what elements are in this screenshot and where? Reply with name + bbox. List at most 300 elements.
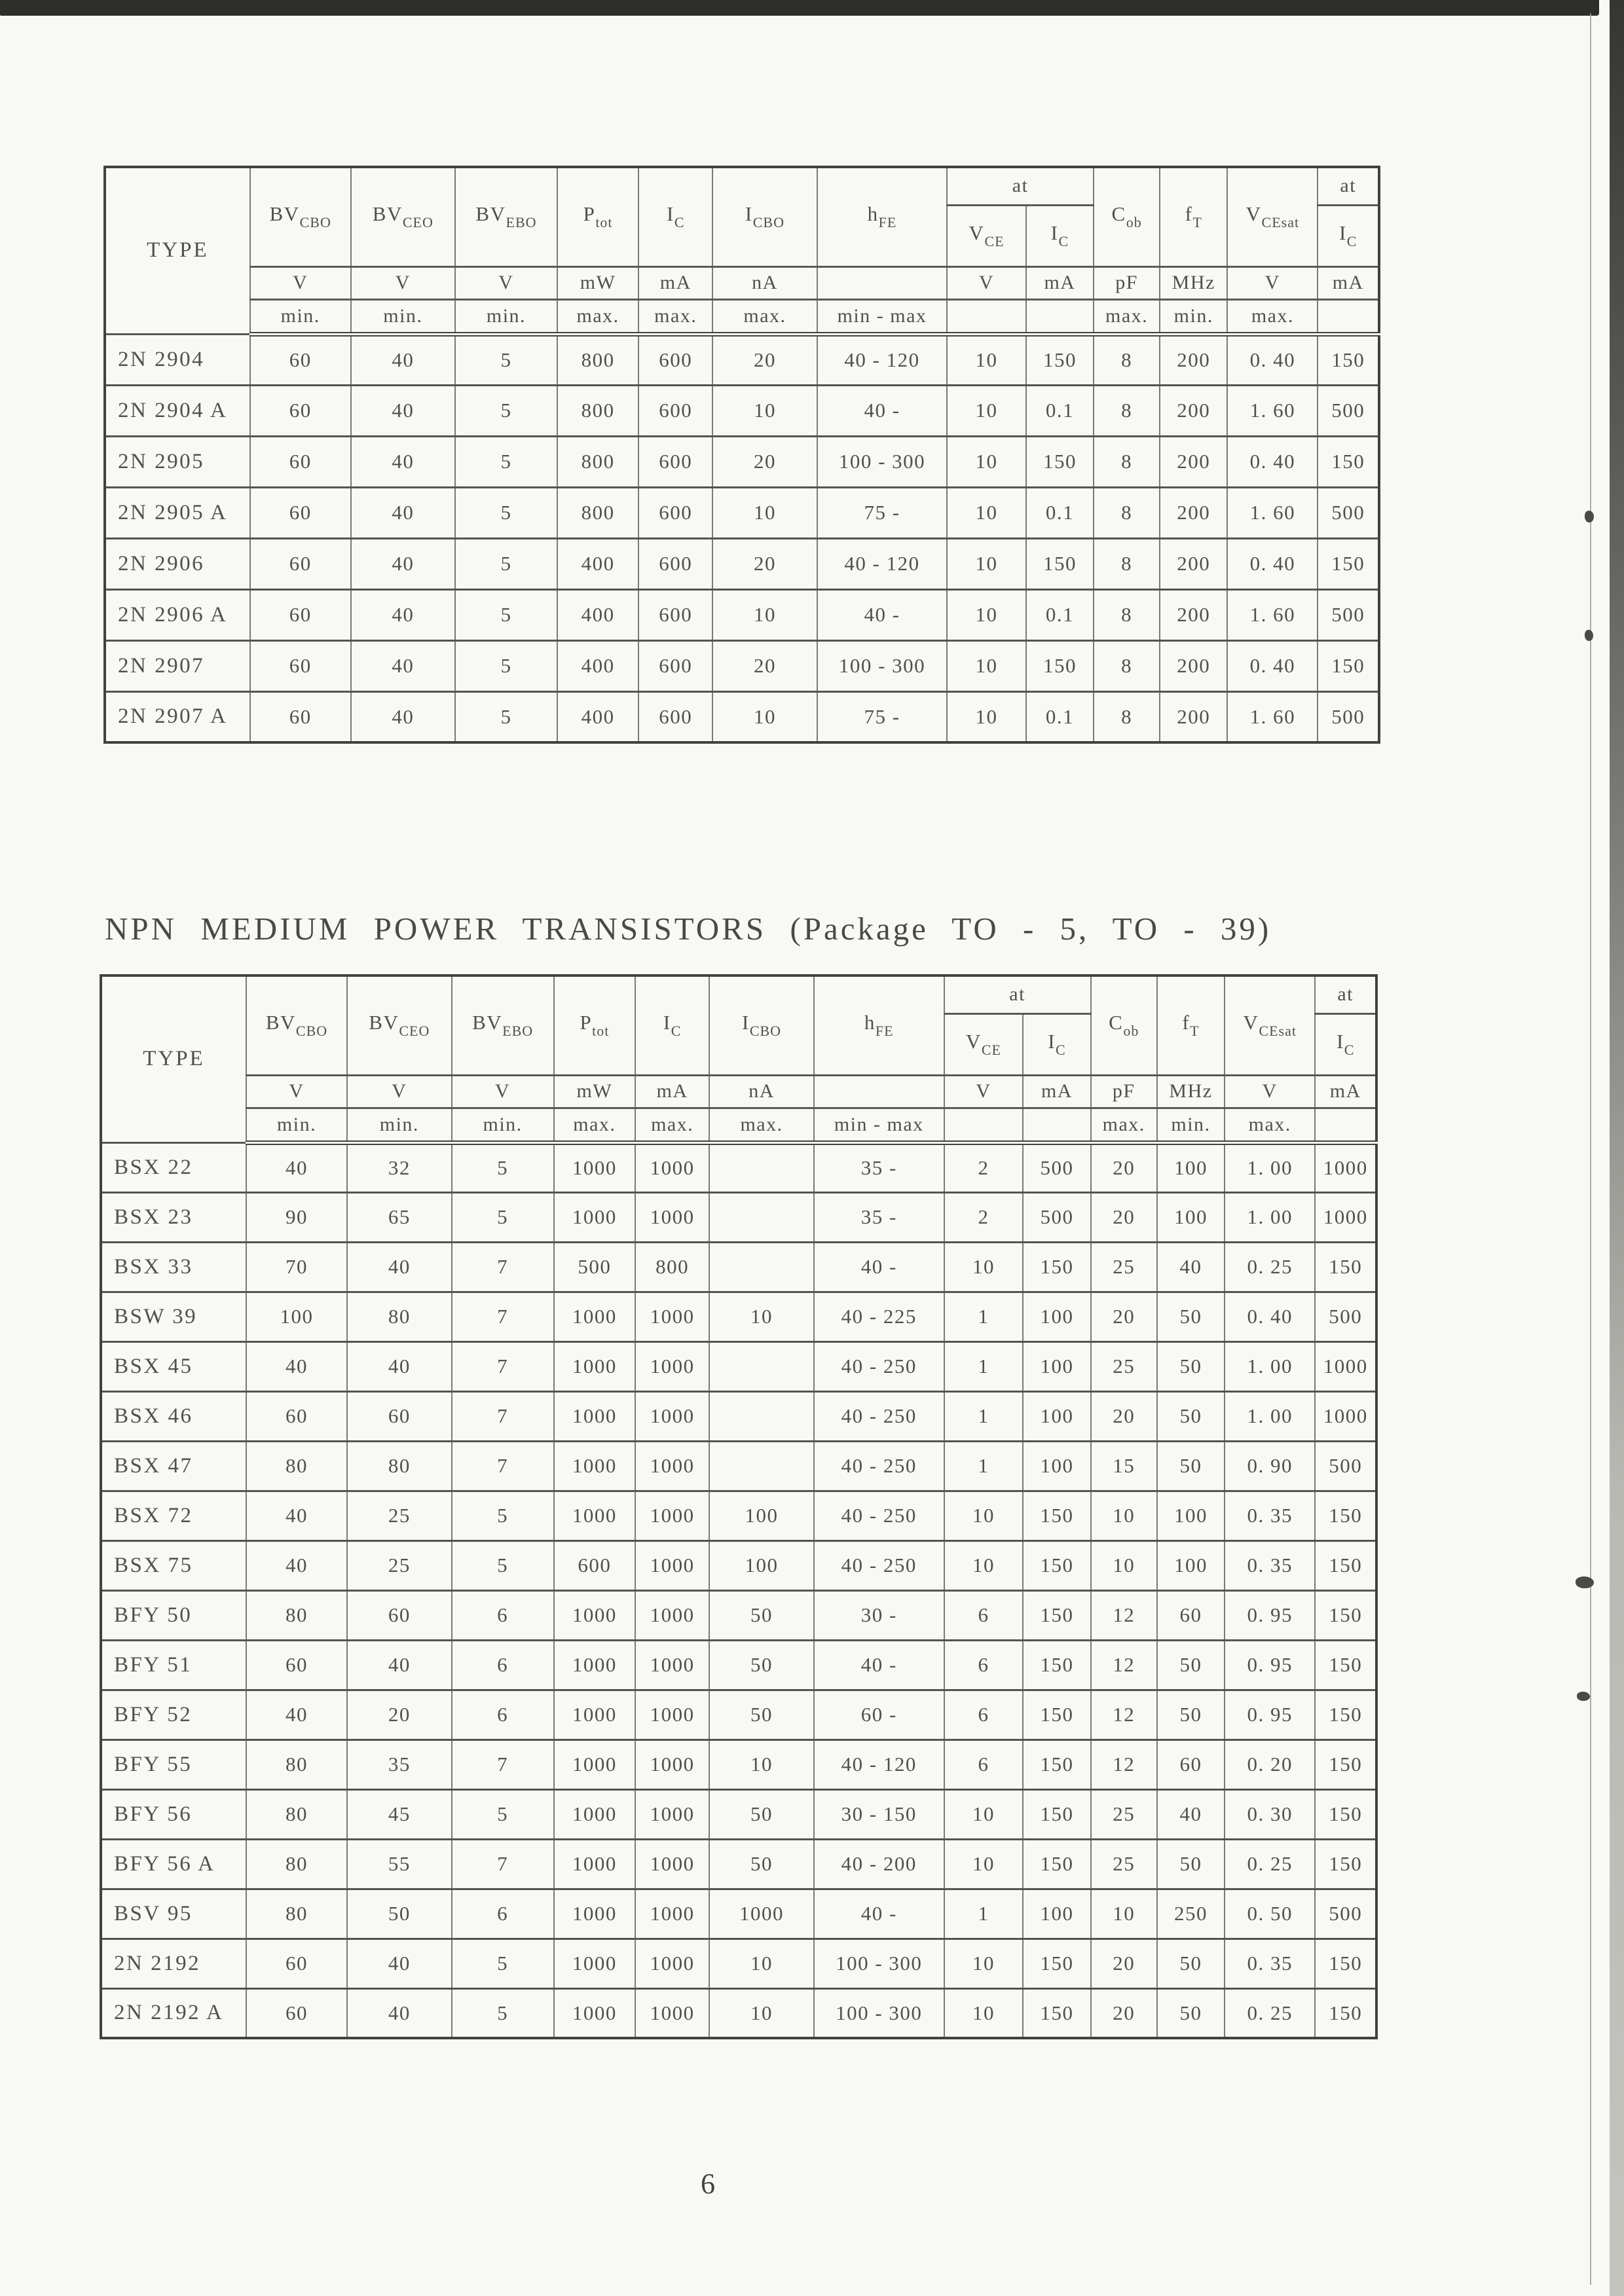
value-cell: 40 [351,691,456,742]
col-header-FE: $h_{FE}$ [817,167,947,266]
value-cell: 10 [947,691,1026,742]
table-row [105,487,1379,538]
value-cell: 1000 [635,1441,709,1491]
value-cell: 150 [1315,1839,1376,1889]
unit-cell: mA [1023,1075,1090,1108]
value-cell: 0. 40 [1227,436,1318,487]
col-header-T: $f_T$ [1160,167,1227,266]
value-cell: 1 [944,1292,1024,1341]
value-cell [709,1441,814,1491]
value-cell: 500 [1315,1889,1376,1939]
unit-cell: pF [1091,1075,1157,1108]
value-cell: 45 [347,1789,452,1839]
value-cell: 32 [347,1142,452,1192]
value-cell: 20 [1091,1391,1157,1441]
value-cell: 5 [455,436,557,487]
value-cell: 50 [1157,1988,1225,2038]
pnp-transistor-table [103,166,1380,744]
value-cell: 25 [1091,1789,1157,1839]
value-cell: 1000 [554,1939,636,1988]
col-header-ob: $C_{ob}$ [1091,975,1157,1075]
table-row [105,334,1379,385]
value-cell: 150 [1023,1540,1090,1590]
scan-right-edge [1610,0,1624,2296]
value-cell: 25 [347,1540,452,1590]
value-cell: 20 [347,1690,452,1740]
unit-cell: mA [1318,266,1379,299]
value-cell: 100 [709,1491,814,1540]
value-cell: 80 [246,1789,347,1839]
qualifier-cell: min. [1157,1108,1225,1142]
col-header-CBO: $I_{CBO}$ [712,167,817,266]
value-cell: 200 [1160,334,1227,385]
col-header-C: $I_C$ [1318,205,1379,266]
table-row [105,589,1379,640]
value-cell: 600 [638,589,712,640]
value-cell: 6 [452,1889,554,1939]
value-cell: 40 [246,1690,347,1740]
value-cell: 0. 95 [1225,1640,1315,1690]
table-row [101,1789,1376,1839]
value-cell: 500 [1023,1142,1090,1192]
qualifier-cell [944,1108,1024,1142]
value-cell: 40 - 120 [817,538,947,589]
value-cell: 10 [1091,1491,1157,1540]
type-column-header: TYPE [101,975,246,1142]
qualifier-cell: min - max [814,1108,944,1142]
value-cell: 1000 [554,1441,636,1491]
value-cell: 150 [1315,1640,1376,1690]
value-cell: 60 [250,538,351,589]
value-cell: 55 [347,1839,452,1889]
value-cell: 100 [709,1540,814,1590]
value-cell: 0. 35 [1225,1939,1315,1988]
value-cell: 10 [712,487,817,538]
col-header-C: $I_C$ [1315,1013,1376,1075]
table-row [101,1142,1376,1192]
value-cell: 100 [1157,1540,1225,1590]
value-cell: 6 [944,1590,1024,1640]
value-cell: 1000 [1315,1142,1376,1192]
value-cell: 1. 60 [1227,691,1318,742]
value-cell: 1 [944,1391,1024,1441]
value-cell: 50 [1157,1441,1225,1491]
value-cell: 800 [557,334,639,385]
table-row [105,691,1379,742]
value-cell: 5 [452,1939,554,1988]
qualifier-cell: max. [638,299,712,334]
type-cell: 2N 2905 [105,436,250,487]
value-cell: 150 [1318,334,1379,385]
value-cell: 60 [250,640,351,691]
value-cell: 1. 00 [1225,1192,1315,1242]
value-cell: 60 [347,1590,452,1640]
value-cell: 150 [1026,538,1094,589]
value-cell: 8 [1094,334,1160,385]
value-cell: 12 [1091,1690,1157,1740]
table-row [105,436,1379,487]
value-cell: 1. 60 [1227,385,1318,436]
unit-cell: V [1227,266,1318,299]
value-cell: 150 [1315,1939,1376,1988]
qualifier-cell: max. [557,299,639,334]
value-cell: 1000 [635,1690,709,1740]
value-cell: 15 [1091,1441,1157,1491]
value-cell: 0.1 [1026,385,1094,436]
value-cell: 40 [351,640,456,691]
value-cell: 1000 [635,1192,709,1242]
value-cell: 40 - 200 [814,1839,944,1889]
type-cell: 2N 2907 A [105,691,250,742]
qualifier-cell [1318,299,1379,334]
value-cell: 60 [250,436,351,487]
value-cell: 150 [1318,538,1379,589]
col-header-tot: $P_{tot}$ [554,975,636,1075]
value-cell: 10 [712,691,817,742]
value-cell: 0. 25 [1225,1839,1315,1889]
value-cell: 40 [351,385,456,436]
value-cell: 1000 [635,1789,709,1839]
value-cell: 200 [1160,385,1227,436]
value-cell: 1000 [554,1988,636,2038]
scan-fold-line [1590,13,1591,2285]
value-cell: 40 - 250 [814,1441,944,1491]
value-cell: 600 [638,640,712,691]
col-header-C: $I_C$ [1023,1013,1090,1075]
value-cell: 150 [1315,1789,1376,1839]
table-row [101,1292,1376,1341]
value-cell: 1000 [554,1839,636,1889]
type-cell: BSV 95 [101,1889,246,1939]
value-cell: 50 [1157,1640,1225,1690]
qualifier-cell: max. [709,1108,814,1142]
col-header-C: $I_C$ [1026,205,1094,266]
value-cell: 40 - 225 [814,1292,944,1341]
type-cell: BFY 56 [101,1789,246,1839]
value-cell: 1000 [554,1740,636,1789]
value-cell: 0. 95 [1225,1690,1315,1740]
value-cell: 40 [351,487,456,538]
col-header-EBO: $BV_{EBO}$ [455,167,557,266]
value-cell: 20 [712,436,817,487]
qualifier-cell: max. [712,299,817,334]
value-cell: 60 [250,691,351,742]
type-cell: 2N 2192 A [101,1988,246,2038]
value-cell: 20 [1091,1292,1157,1341]
section-title: NPN MEDIUM POWER TRANSISTORS (Package TO - 5, TO - 39) [105,911,1272,947]
value-cell: 40 [246,1540,347,1590]
value-cell: 150 [1026,436,1094,487]
value-cell: 1000 [554,1142,636,1192]
value-cell: 2 [944,1142,1024,1192]
col-header-CEsat: $V_{CEsat}$ [1225,975,1315,1075]
value-cell: 25 [1091,1839,1157,1889]
value-cell: 1000 [635,1740,709,1789]
value-cell: 0. 20 [1225,1740,1315,1789]
value-cell: 10 [947,334,1026,385]
value-cell: 40 - [814,1889,944,1939]
value-cell: 1000 [554,1292,636,1341]
value-cell: 0. 25 [1225,1988,1315,2038]
type-cell: BSX 72 [101,1491,246,1540]
value-cell: 60 [250,487,351,538]
value-cell: 10 [944,1839,1024,1889]
value-cell: 1000 [635,1889,709,1939]
value-cell: 200 [1160,487,1227,538]
unit-cell: mA [1026,266,1094,299]
value-cell: 7 [452,1341,554,1391]
value-cell: 1000 [635,1540,709,1590]
value-cell: 10 [709,1939,814,1988]
table-row [101,1889,1376,1939]
value-cell: 1000 [709,1889,814,1939]
table-row [101,1441,1376,1491]
value-cell: 60 [246,1939,347,1988]
value-cell: 0. 40 [1225,1292,1315,1341]
value-cell: 1000 [554,1640,636,1690]
value-cell: 200 [1160,589,1227,640]
value-cell: 12 [1091,1590,1157,1640]
unit-cell: mA [1315,1075,1376,1108]
value-cell: 40 [351,538,456,589]
value-cell: 150 [1023,1839,1090,1889]
value-cell: 40 [1157,1242,1225,1292]
value-cell: 10 [944,1242,1024,1292]
value-cell: 40 [347,1988,452,2038]
value-cell: 1. 60 [1227,589,1318,640]
table-row [101,1242,1376,1292]
table-row [101,1491,1376,1540]
value-cell: 0. 40 [1227,640,1318,691]
value-cell: 50 [1157,1341,1225,1391]
value-cell: 10 [944,1789,1024,1839]
value-cell: 10 [947,385,1026,436]
unit-cell: MHz [1160,266,1227,299]
value-cell: 100 [1157,1192,1225,1242]
value-cell: 8 [1094,385,1160,436]
value-cell: 1000 [635,1391,709,1441]
value-cell: 40 [347,1341,452,1391]
value-cell: 600 [638,334,712,385]
value-cell: 10 [947,487,1026,538]
table-row [101,1740,1376,1789]
value-cell: 1000 [635,1640,709,1690]
type-cell: BFY 56 A [101,1839,246,1889]
unit-cell: V [455,266,557,299]
value-cell: 80 [246,1740,347,1789]
qualifier-cell: min. [1160,299,1227,334]
col-header-tot: $P_{tot}$ [557,167,639,266]
value-cell: 60 [246,1640,347,1690]
value-cell: 600 [638,385,712,436]
value-cell: 5 [452,1491,554,1540]
value-cell: 12 [1091,1740,1157,1789]
value-cell: 0. 95 [1225,1590,1315,1640]
type-cell: BSX 46 [101,1391,246,1441]
type-cell: 2N 2904 [105,334,250,385]
value-cell: 80 [246,1889,347,1939]
table-row [101,1988,1376,2038]
value-cell: 1000 [554,1590,636,1640]
value-cell: 10 [944,1988,1024,2038]
value-cell: 1 [944,1341,1024,1391]
col-header-CEO: $BV_{CEO}$ [347,975,452,1075]
value-cell: 150 [1315,1242,1376,1292]
value-cell: 100 [1023,1889,1090,1939]
qualifier-cell: max. [554,1108,636,1142]
value-cell: 5 [452,1789,554,1839]
value-cell: 40 - [817,589,947,640]
value-cell: 0.1 [1026,487,1094,538]
value-cell: 40 [351,436,456,487]
value-cell: 75 - [817,487,947,538]
value-cell: 150 [1315,1590,1376,1640]
value-cell: 40 - [817,385,947,436]
value-cell: 150 [1023,1690,1090,1740]
value-cell: 5 [452,1988,554,2038]
value-cell: 40 [351,589,456,640]
value-cell: 400 [557,691,639,742]
value-cell: 60 [250,385,351,436]
value-cell: 150 [1318,436,1379,487]
value-cell: 150 [1026,640,1094,691]
value-cell: 8 [1094,538,1160,589]
value-cell: 75 - [817,691,947,742]
value-cell: 5 [452,1142,554,1192]
value-cell: 0. 50 [1225,1889,1315,1939]
value-cell: 600 [638,538,712,589]
value-cell: 1000 [635,1939,709,1988]
unit-cell: pF [1094,266,1160,299]
type-cell: BSX 23 [101,1192,246,1242]
value-cell: 80 [347,1441,452,1491]
qualifier-cell [1315,1108,1376,1142]
value-cell: 150 [1315,1491,1376,1540]
value-cell: 100 [1023,1341,1090,1391]
value-cell: 1000 [635,1491,709,1540]
type-cell: BSW 39 [101,1292,246,1341]
value-cell [709,1341,814,1391]
value-cell: 60 [246,1988,347,2038]
value-cell: 10 [712,589,817,640]
value-cell: 5 [455,538,557,589]
value-cell: 1 [944,1441,1024,1491]
type-column-header: TYPE [105,167,250,334]
value-cell: 1000 [635,1341,709,1391]
unit-cell: V [944,1075,1024,1108]
value-cell: 100 [1023,1441,1090,1491]
type-cell: 2N 2904 A [105,385,250,436]
type-cell: 2N 2907 [105,640,250,691]
value-cell: 1. 00 [1225,1391,1315,1441]
type-cell: BFY 50 [101,1590,246,1640]
value-cell: 60 [250,334,351,385]
value-cell: 500 [1318,385,1379,436]
value-cell: 10 [944,1939,1024,1988]
value-cell: 0.1 [1026,691,1094,742]
table-row [101,1192,1376,1242]
type-cell: 2N 2906 A [105,589,250,640]
table-row [105,640,1379,691]
value-cell: 0. 30 [1225,1789,1315,1839]
table-row [101,1590,1376,1640]
qualifier-cell: min. [452,1108,554,1142]
value-cell: 40 [347,1640,452,1690]
value-cell: 5 [452,1192,554,1242]
value-cell: 6 [944,1740,1024,1789]
value-cell: 20 [712,640,817,691]
unit-cell: V [347,1075,452,1108]
value-cell: 150 [1315,1540,1376,1590]
value-cell [709,1391,814,1441]
value-cell: 150 [1315,1690,1376,1740]
scan-speck [1576,1576,1594,1588]
value-cell: 35 - [814,1142,944,1192]
value-cell: 1. 00 [1225,1341,1315,1391]
value-cell: 1000 [554,1341,636,1391]
value-cell: 1000 [554,1391,636,1441]
unit-cell [817,266,947,299]
value-cell: 1. 60 [1227,487,1318,538]
at-conditions-header: at [1318,167,1379,205]
value-cell: 7 [452,1740,554,1789]
value-cell: 8 [1094,436,1160,487]
value-cell: 10 [1091,1889,1157,1939]
value-cell: 200 [1160,691,1227,742]
value-cell: 500 [1023,1192,1090,1242]
value-cell: 500 [1315,1292,1376,1341]
value-cell: 5 [455,334,557,385]
value-cell: 5 [452,1540,554,1590]
value-cell: 800 [557,385,639,436]
value-cell: 1. 00 [1225,1142,1315,1192]
scan-top-edge [0,0,1599,16]
value-cell: 100 - 300 [814,1939,944,1988]
value-cell: 30 - [814,1590,944,1640]
unit-cell: MHz [1157,1075,1225,1108]
value-cell: 60 [250,589,351,640]
value-cell: 1000 [554,1789,636,1839]
value-cell: 150 [1023,1789,1090,1839]
value-cell: 10 [1091,1540,1157,1590]
value-cell: 40 [246,1142,347,1192]
value-cell: 0. 25 [1225,1242,1315,1292]
value-cell: 50 [1157,1292,1225,1341]
type-cell: BSX 45 [101,1341,246,1391]
unit-cell: V [947,266,1026,299]
qualifier-cell: max. [635,1108,709,1142]
value-cell: 1000 [1315,1192,1376,1242]
value-cell: 20 [1091,1939,1157,1988]
value-cell: 10 [947,589,1026,640]
table-row [101,1640,1376,1690]
value-cell: 500 [1318,589,1379,640]
at-conditions-header: at [1315,975,1376,1013]
value-cell: 200 [1160,436,1227,487]
value-cell: 150 [1315,1988,1376,2038]
value-cell: 200 [1160,640,1227,691]
value-cell: 150 [1023,1242,1090,1292]
value-cell: 80 [246,1590,347,1640]
value-cell: 25 [1091,1341,1157,1391]
type-cell: BSX 22 [101,1142,246,1192]
value-cell: 10 [712,385,817,436]
value-cell: 400 [557,640,639,691]
type-cell: BFY 51 [101,1640,246,1690]
type-cell: 2N 2906 [105,538,250,589]
type-cell: 2N 2192 [101,1939,246,1988]
unit-cell: nA [709,1075,814,1108]
